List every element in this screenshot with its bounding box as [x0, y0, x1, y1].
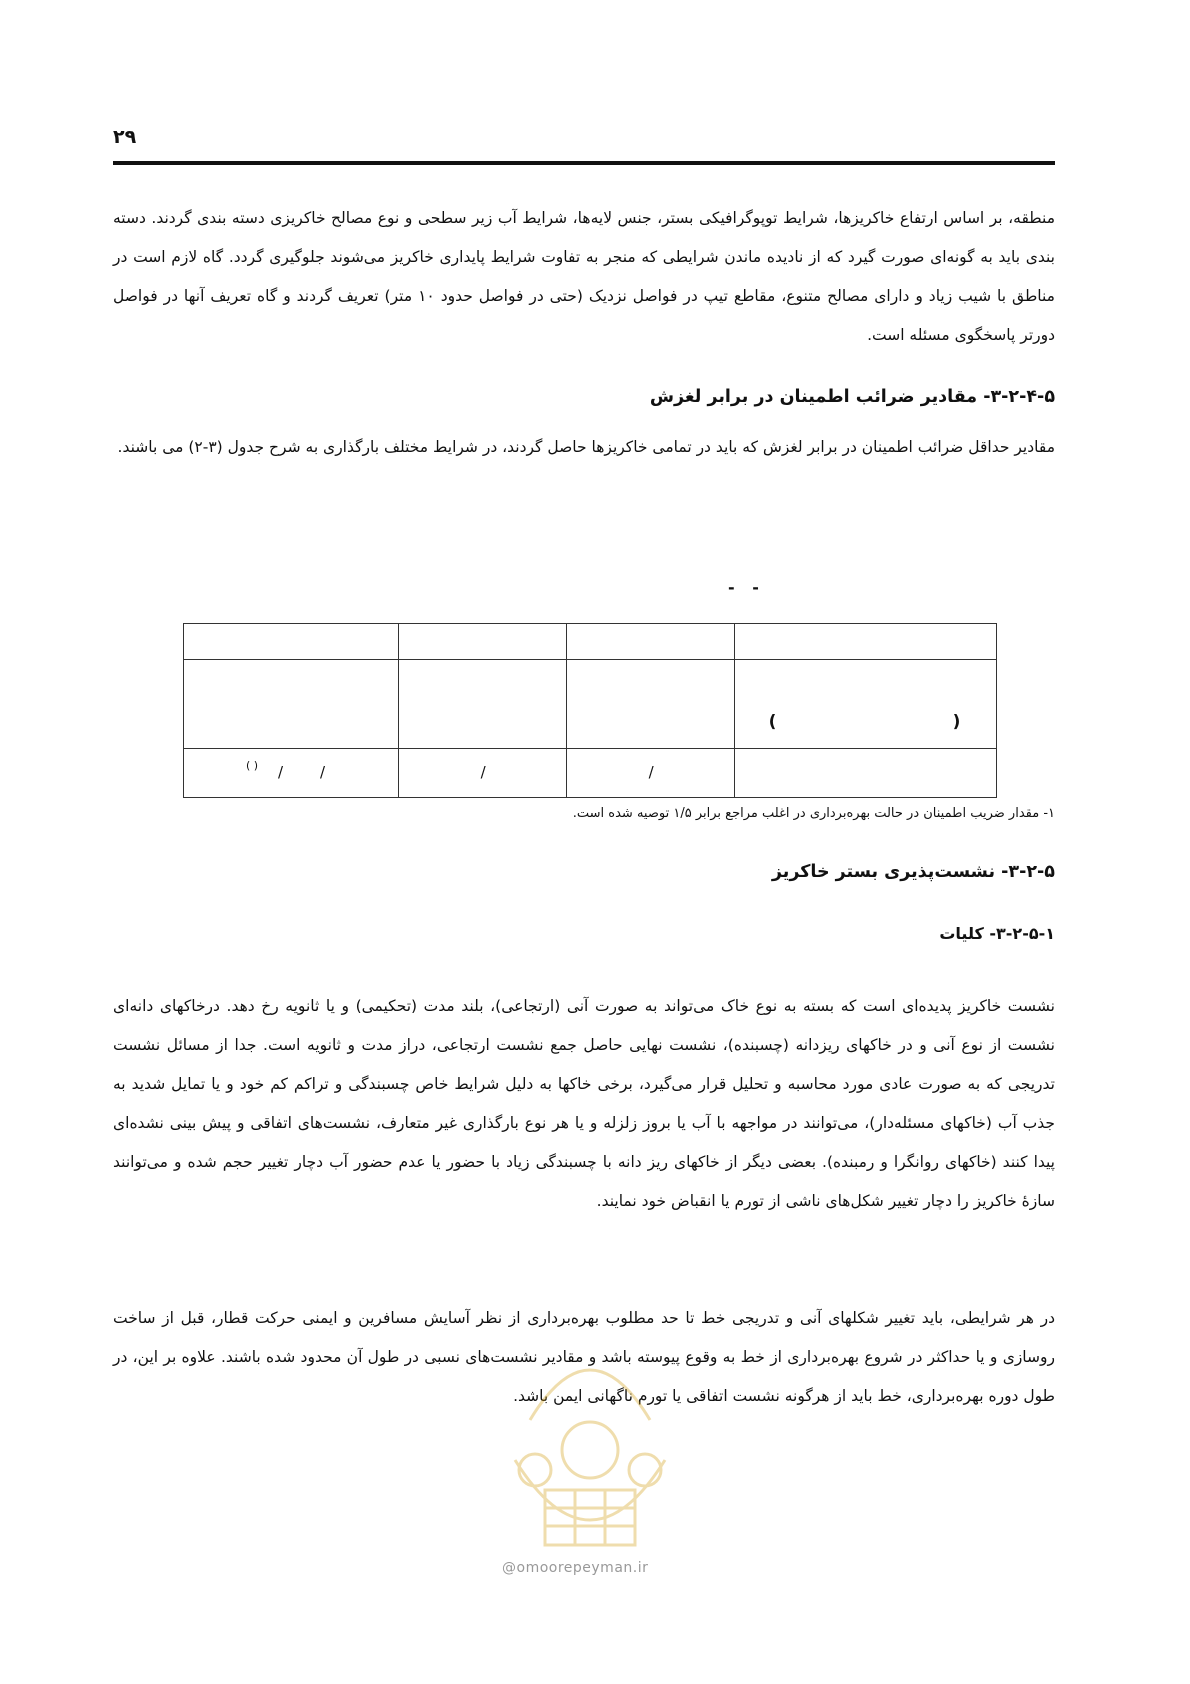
- table-cell: [398, 624, 566, 660]
- table-cell: [566, 660, 734, 749]
- decimal-separator: /: [480, 763, 486, 781]
- table-cell: [734, 624, 996, 660]
- table-cell: [184, 624, 399, 660]
- decimal-separator: /: [320, 763, 326, 781]
- watermark-text: @omoorepeyman.ir: [502, 1560, 649, 1576]
- paragraph-settlement: نشست خاکریز پدیده‌ای است که بسته به نوع خاک می‌تواند به صورت آنی (ارتجاعی)، بلند مدت (تحکیمی) و یا ثانویه رخ دهد. درخاکهای دانه‌ای نشست از نوع آنی و در خاکهای ریزدانه (چسبنده)، نشست نهایی حاصل جمع نشست ارتجاعی، دراز مدت و ثانویه است. جدا از مسائل نشست تدریجی که به صورت عادی مورد محاسبه و تحلیل قرار می‌گیرد، برخی خاکها به دلیل شرایط خاص چسبندگی و تراکم کم خود و یا تمایل شدید به جذب آب (خاکهای مسئله‌دار)، می‌توانند در مواجهه با آب یا بروز زلزله و یا هر نوع بارگذاری غیر متعارف، نشست‌های اتفاقی و پیش بینی نشده‌ای پیدا کنند (خاکهای روانگرا و رمبنده). بعضی دیگر از خاکهای ریز دانه با چسبندگی زیاد با حضور یا عدم حضور آب دچار تغییر حجم شده و می‌توانند سازهٔ خاکریز را دچار تغییر شکل‌های ناشی از تورم یا انقباض خود نمایند.: [113, 997, 1055, 1210]
- page-number: ۲۹: [113, 126, 137, 148]
- paragraph-safety-factors: مقادیر حداقل ضرائب اطمینان در برابر لغزش که باید در تمامی خاکریزها حاصل گردند، در شرایط مختلف بارگذاری به شرح جدول (۳-۲) می باشند.: [117, 438, 1055, 456]
- paragraph-intro: منطقه، بر اساس ارتفاع خاکریزها، شرایط توپوگرافیکی بستر، جنس لایه‌ها، شرایط آب زیر سطحی و نوع مصالح خاکریزی دسته بندی گردند. دسته بندی باید به گونه‌ای صورت گیرد که از نادیده ماندن شرایطی که منجر به تفاوت شرایط پایداری خاکریز می‌شوند جلوگیری گردد. گاه لازم است در مناطق با شیب زیاد و دارای مصالح متنوع، مقاطع تیپ در فواصل نزدیک (حتی در فواصل حدود ۱۰ متر) تعریف گردند و گاه تعریف آنها در فواصل دورتر پاسخگوی مسئله است.: [113, 209, 1055, 344]
- table-cell: [566, 624, 734, 660]
- decimal-separator: /: [648, 763, 654, 781]
- table-row: [184, 660, 997, 749]
- table-cell: [734, 660, 996, 749]
- table-cell: [566, 749, 734, 798]
- table-caption: - -: [728, 578, 765, 597]
- safety-factor-table: [183, 623, 997, 798]
- paren-mark: ): [952, 712, 961, 732]
- section-heading-safety-factors: ۳-۲-۴-۵- مقادیر ضرائب اطمینان در برابر لغزش: [649, 387, 1055, 407]
- subsection-heading-general: ۳-۲-۵-۱- کلیات: [939, 924, 1055, 943]
- table-row: [184, 749, 997, 798]
- paren-mark: (: [768, 712, 777, 732]
- header-rule: [113, 161, 1055, 165]
- table-footnote: ۱- مقدار ضریب اطمینان در حالت بهره‌برداری در اغلب مراجع برابر ۱/۵ توصیه شده است.: [572, 806, 1055, 821]
- paragraph-deformation: در هر شرایطی، باید تغییر شکلهای آنی و تدریجی خط تا حد مطلوب بهره‌برداری از نظر آسایش مسافرین و ایمنی حرکت قطار، قبل از ساخت روسازی و یا حداکثر در شروع بهره‌برداری از خط به وقوع پیوسته باشد و مقادیر نشست‌های نسبی در طول آن محدود شده باشند. علاوه بر این، در طول دوره بهره‌برداری، خط باید از هرگونه نشست اتفاقی یا تورم ناگهانی ایمن باشد.: [113, 1309, 1055, 1405]
- decimal-separator: /: [278, 763, 284, 781]
- table-cell: [184, 749, 399, 798]
- table-cell: [398, 660, 566, 749]
- table-cell: [734, 749, 996, 798]
- table-cell: [398, 749, 566, 798]
- watermark-seal-icon: [490, 1330, 690, 1570]
- footnote-marker: ( ): [246, 759, 259, 772]
- table-header-row: [184, 624, 997, 660]
- table-cell: [184, 660, 399, 749]
- section-heading-settlement: ۳-۲-۵- نشست‌پذیری بستر خاکریز: [771, 862, 1055, 882]
